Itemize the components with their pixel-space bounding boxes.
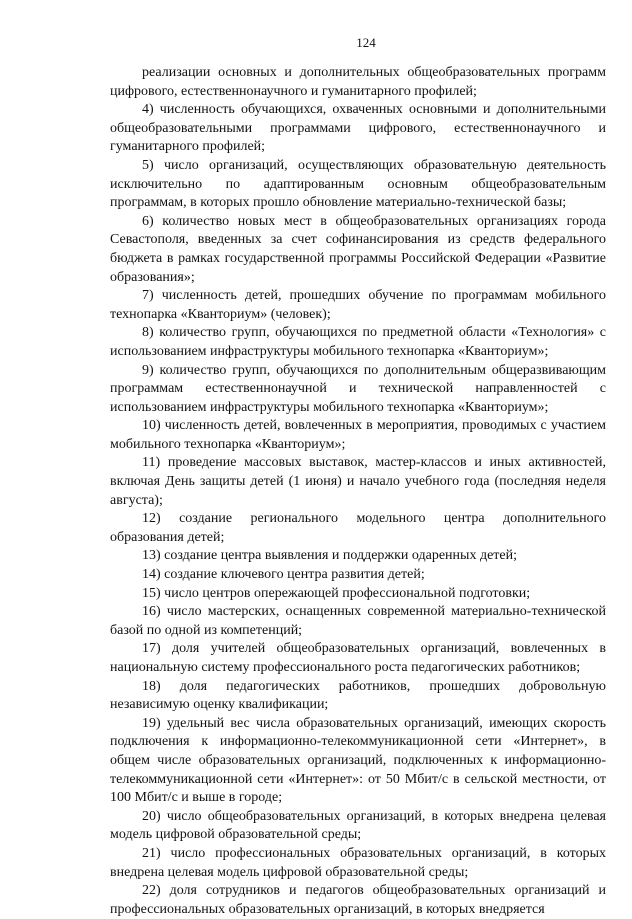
paragraph-item-12: 12) создание регионального модельного центра дополнительного образования детей; [110,511,606,545]
paragraph-item-5: 5) число организаций, осуществляющих образовательную деятельность исключительно по адаптированным основным общеобразовательным программам, в которых прошло обновление материально-технической базы; [110,157,606,211]
paragraph-item-11: 11) проведение массовых выставок, мастер-классов и иных активностей, включая День защиты детей (1 июня) и начало учебного года (последняя неделя августа); [110,455,606,508]
page-number: 124 [356,35,376,50]
paragraph-item-4: 4) численность обучающихся, охваченных основными и дополнительными общеобразовательными программами цифрового, естественнонаучного и гуманитарного профилей; [110,102,606,155]
paragraph-item-19: 19) удельный вес числа образовательных организаций, имеющих скорость подключения к информационно-телекоммуникационной сети «Интернет», в общем числе образовательных организаций, подключенных к информационно-телекоммуникационной сети «Интернет»: от 50 Мбит/с в сельской местности, от 100 Мбит/с и выше в городе; [110,715,606,806]
paragraph-item-20: 20) число общеобразовательных организаций, в которых внедрена целевая модель цифровой образовательной среды; [110,808,606,843]
paragraph-item-9: 9) количество групп, обучающихся по дополнительным общеразвивающим программам естественнонаучной и технической направленностей с использованием инфраструктуры мобильного технопарка «Кванториум»; [110,362,606,415]
paragraph-item-6: 6) количество новых мест в общеобразовательных организациях города Севастополя, введенных за счет софинансирования из средств федерального бюджета в рамках государственной программы Российской Федерации «Развитие образования»; [110,213,606,285]
paragraph-item-8: 8) количество групп, обучающихся по предметной области «Технология» с использованием инфраструктуры мобильного технопарка «Кванториум»; [110,325,606,359]
paragraph-item-17: 17) доля учителей общеобразовательных организаций, вовлеченных в национальную систему профессионального роста педагогических работников; [110,641,606,675]
paragraph-item-10: 10) численность детей, вовлеченных в мероприятия, проводимых с участием мобильного технопарка «Кванториум»; [110,418,606,452]
paragraph-item-18: 18) доля педагогических работников, прошедших добровольную независимую оценку квалификации; [110,678,606,713]
paragraph-item-16: 16) число мастерских, оснащенных современной материально-технической базой по одной из компетенций; [110,604,606,638]
paragraph-item-21: 21) число профессиональных образовательных организаций, в которых внедрена целевая модель цифровой образовательной среды; [110,845,606,880]
paragraph-item-22: 22) доля сотрудников и педагогов общеобразовательных организаций и профессиональных образовательных организаций, в которых внедряется [110,883,606,917]
paragraph-continuation: реализации основных и дополнительных общеобразовательных программ цифрового, естественнонаучного и гуманитарного профилей; [110,65,606,99]
paragraph-item-7: 7) численность детей, прошедших обучение по программам мобильного технопарка «Кванториум» (человек); [110,288,606,322]
paragraph-item-15: 15) число центров опережающей профессиональной подготовки; [142,585,531,601]
paragraph-item-14: 14) создание ключевого центра развития детей; [142,567,425,583]
paragraph-item-13: 13) создание центра выявления и поддержки одаренных детей; [142,548,517,564]
